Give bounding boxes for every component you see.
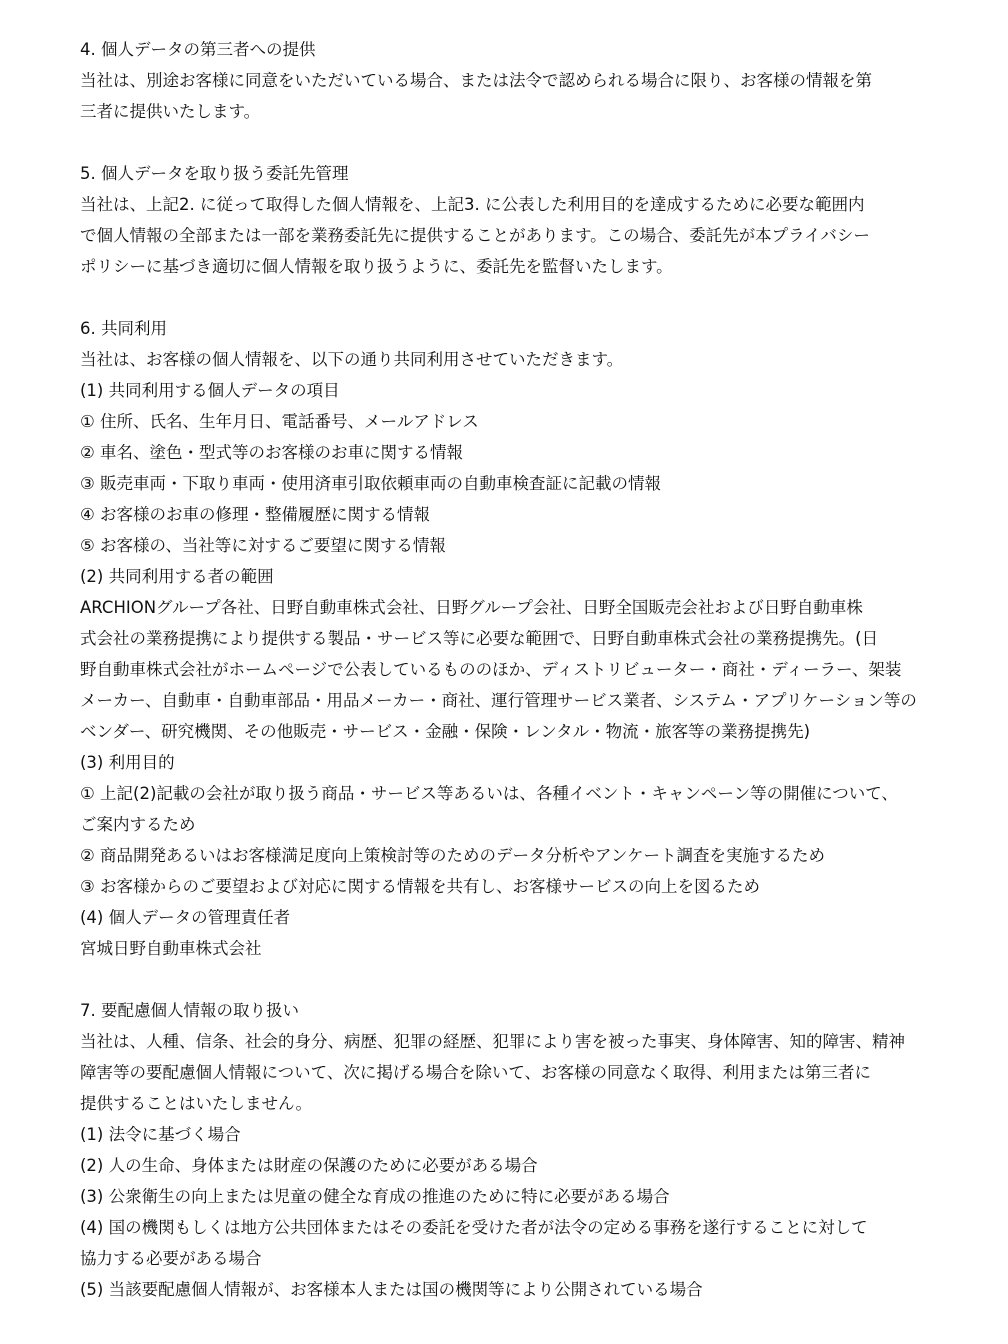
paragraph-line: 三者に提供いたします。 [80, 102, 261, 121]
paragraph-line: で個人情報の全部または一部を業務委託先に提供することがあります。この場合、委託先が本プライバシー [80, 226, 870, 245]
section-4 [80, 34, 940, 127]
paragraph-line: 当社は、上記2. に従って取得した個人情報を、上記3. に公表した利用目的を達成するために必要な範囲内 [80, 195, 865, 214]
section-5 [80, 158, 940, 282]
list-item: ② 商品開発あるいはお客様満足度向上策検討等のためのデータ分析やアンケート調査を実施するため [80, 846, 826, 865]
list-item: (4) 国の機関もしくは地方公共団体またはその委託を受けた者が法令の定める事務を遂行することに対して [80, 1218, 868, 1237]
section-gap [80, 127, 940, 158]
subheading-line: (1) 共同利用する個人データの項目 [80, 381, 340, 400]
section-7 [80, 995, 940, 1305]
list-item: ご案内するため [80, 815, 196, 834]
section-heading: 7. 要配慮個人情報の取り扱い [80, 1001, 299, 1020]
paragraph-line: 式会社の業務提携により提供する製品・サービス等に必要な範囲で、日野自動車株式会社の業務提携先。(日 [80, 629, 879, 648]
section-heading: 6. 共同利用 [80, 319, 167, 338]
list-item: ③ 販売車両・下取り車両・使用済車引取依頼車両の自動車検査証に記載の情報 [80, 474, 662, 493]
list-item: (1) 法令に基づく場合 [80, 1125, 241, 1144]
subheading-line: (2) 共同利用する者の範囲 [80, 567, 274, 586]
paragraph-line: ベンダー、研究機関、その他販売・サービス・金融・保険・レンタル・物流・旅客等の業務提携先) [80, 722, 811, 741]
list-item: ⑤ お客様の、当社等に対するご要望に関する情報 [80, 536, 446, 555]
paragraph-line: ポリシーに基づき適切に個人情報を取り扱うように、委託先を監督いたします。 [80, 257, 673, 276]
list-item: (2) 人の生命、身体または財産の保護のために必要がある場合 [80, 1156, 538, 1175]
list-item: (5) 当該要配慮個人情報が、お客様本人または国の機関等により公開されている場合 [80, 1280, 703, 1299]
paragraph-line: 障害等の要配慮個人情報について、次に掲げる場合を除いて、お客様の同意なく取得、利用または第三者に [80, 1063, 872, 1082]
subheading-line: (4) 個人データの管理責任者 [80, 908, 291, 927]
paragraph-line: 提供することはいたしません。 [80, 1094, 312, 1113]
section-gap [80, 282, 940, 313]
paragraph-line: 野自動車株式会社がホームページで公表しているもののほか、ディストリビューター・商社・ディーラー、架装 [80, 660, 902, 679]
list-item: (3) 公衆衛生の向上または児童の健全な育成の推進のために特に必要がある場合 [80, 1187, 670, 1206]
section-heading: 4. 個人データの第三者への提供 [80, 40, 316, 59]
paragraph-line: 当社は、お客様の個人情報を、以下の通り共同利用させていただきます。 [80, 350, 624, 369]
list-item: ② 車名、塗色・型式等のお客様のお車に関する情報 [80, 443, 464, 462]
section-6 [80, 313, 940, 964]
section-heading: 5. 個人データを取り扱う委託先管理 [80, 164, 349, 183]
policy-document [80, 34, 940, 1305]
list-item: ① 上記(2)記載の会社が取り扱う商品・サービス等あるいは、各種イベント・キャンペーン等の開催について、 [80, 784, 898, 803]
section-gap [80, 964, 940, 995]
paragraph-line: メーカー、自動車・自動車部品・用品メーカー・商社、運行管理サービス業者、システム・アプリケーション等の [80, 691, 917, 710]
subheading-line: (3) 利用目的 [80, 753, 175, 772]
paragraph-line: ARCHIONグループ各社、日野自動車株式会社、日野グループ会社、日野全国販売会社および日野自動車株 [80, 598, 863, 617]
paragraph-line: 当社は、別途お客様に同意をいただいている場合、または法令で認められる場合に限り、お客様の情報を第 [80, 71, 872, 90]
list-item: 協力する必要がある場合 [80, 1249, 262, 1268]
list-item: ④ お客様のお車の修理・整備履歴に関する情報 [80, 505, 431, 524]
list-item: ① 住所、氏名、生年月日、電話番号、メールアドレス [80, 412, 479, 431]
list-item: ③ お客様からのご要望および対応に関する情報を共有し、お客様サービスの向上を図るため [80, 877, 761, 896]
paragraph-line: 当社は、人種、信条、社会的身分、病歴、犯罪の経歴、犯罪により害を被った事実、身体障害、知的障害、精神 [80, 1032, 905, 1051]
paragraph-line: 宮城日野自動車株式会社 [80, 939, 262, 958]
